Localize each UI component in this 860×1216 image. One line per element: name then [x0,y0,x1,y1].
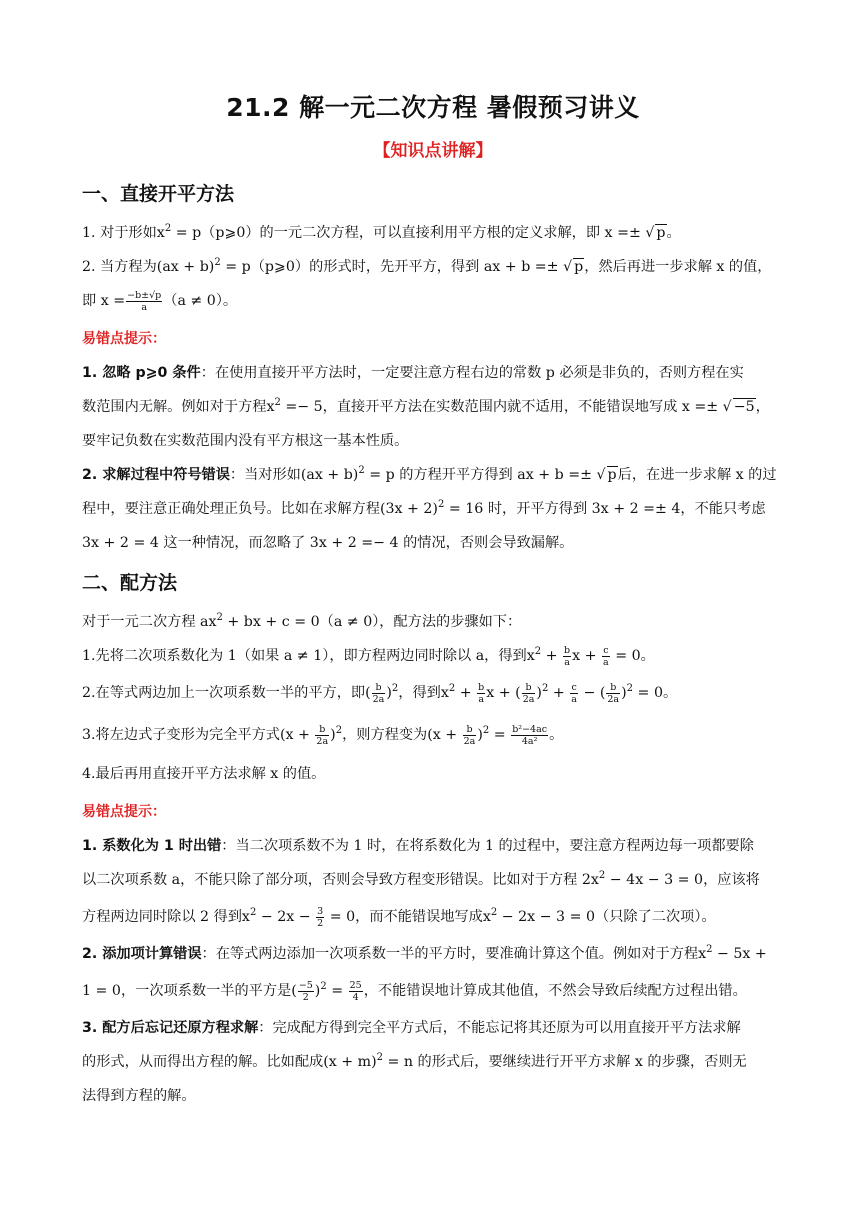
fraction: $\frac{-b\pm√p}{a}$ [127,289,162,313]
section-2-heading: 二、配方法 [82,572,178,594]
s2-error-1-line-2: 以二次项系数 a，不能只除了部分项，否则会导致方程变形错误。比如对于方程 $2x^2 - 4x - 3 = 0$，应该将 [82,870,760,888]
s1-paragraph-2: 2. 当方程为(ax + b)$^2$ = p（p⩾0）的形式时，先开平方，得到 ax + b =± √ p，然后再进一步求解 x 的值， [82,257,772,275]
s1-paragraph-3: 即 x = $\frac{-b\pm√p}{a}$ （a ≠ 0）。 [82,289,238,313]
s2-step-4: 4.最后再用直接开平方法求解 x 的值。 [82,766,326,782]
s1-error-1-line-3: 要牢记负数在实数范围内没有平方根这一基本性质。 [82,433,409,449]
s2-error-1-line-3: 方程两边同时除以 2 得到$x^2 - 2x$ − $\frac{3}{2}$ = 0，而不能错误地写成$x^2 - 2x - 3 = 0$（只除了二次项）。 [82,905,716,929]
s2-error-2: 2. 添加项计算错误：在等式两边添加一次项系数一半的平方时，要准确计算这个值。例如对于方程$x^2 - 5x$ + [82,944,767,962]
s2-error-3-line-2: 的形式，从而得出方程的解。比如配成$(x + m)^2 = n$ 的形式后，要继续进行开平方求解 x 的步骤，否则无 [82,1052,747,1070]
page-subtitle: 【知识点讲解】 [373,141,493,161]
s1-warning-heading: 易错点提示： [82,331,166,347]
s2-error-3: 3. 配方后忘记还原方程求解：完成配方得到完全平方式后，不能忘记将其还原为可以用直接开平方法求解 [82,1020,741,1036]
s2-step-2: 2.在等式两边加上一次项系数一半的平方，即( $\frac{b}{2a}$ )$^2$，得到$x^2$ + $\frac{b}{a}$ x + ( $\frac{b}{2a}$ )$^2$ + $\frac{c}{a}$ − ( $\frac{b}{2a}$ )$^2$ = 0。 [82,681,678,705]
s1-error-2-line-3: 3x + 2 = 4 这一种情况，而忽略了 3x + 2 =− 4 的情况，否则会导致漏解。 [82,535,574,551]
s2-step-1: 1.先将二次项系数化为 1（如果 a ≠ 1），即方程两边同时除以 a，得到$x^2$ + $\frac{b}{a}$ x + $\frac{c}{a}$ = 0。 [82,644,655,668]
s2-error-3-line-3: 法得到方程的解。 [82,1088,196,1104]
s2-error-1: 1. 系数化为 1 时出错：当二次项系数不为 1 时，在将系数化为 1 的过程中，要注意方程两边每一项都要除 [82,838,754,854]
section-1-heading: 一、直接开平方法 [82,183,235,205]
s2-step-3: 3.将左边式子变形为完全平方式(x + $\frac{b}{2a}$ )$^2$，则方程变为(x + $\frac{b}{2a}$ )$^2$ = $\frac{\text{b²−4ac}}{\text{4a²}}$ 。 [82,723,564,747]
s2-error-2-line-2: 1 = 0，一次项系数一半的平方是( $\frac{-5}{2}$ )$^2$ = $\frac{25}{4}$ ，不能错误地计算成其他值，不然会导致后续配方过程出错。 [82,979,747,1003]
s1-error-2-line-2: 程中，要注意正确处理正负号。比如在求解方程$(3x + 2)^2 = 16$ 时，开平方得到 3x + 2 =± 4，不能只考虑 [82,499,766,517]
s1-error-1: 1. 忽略 p⩾0 条件：在使用直接开平方法时，一定要注意方程右边的常数 p 必须是非负的，否则方程在实 [82,365,744,381]
s1-error-2: 2. 求解过程中符号错误：当对形如(ax + b)$^2$ = p 的方程开平方得到 ax + b =± √ p后，在进一步求解 x 的过 [82,465,777,483]
s2-intro: 对于一元二次方程 $ax^2$ + bx + c = 0（a ≠ 0），配方法的步骤如下： [82,612,522,630]
s1-error-1-line-2: 数范围内无解。例如对于方程$x^2 =- 5$，直接开平方法在实数范围内就不适用，不能错误地写成 x =± √ −5， [82,397,770,415]
s1-paragraph-1: 1. 对于形如$x^2$ = p（p⩾0）的一元二次方程，可以直接利用平方根的定义求解，即 x =± √ p。 [82,223,681,241]
page-title: 21.2 解一元二次方程 暑假预习讲义 [226,93,640,122]
s2-warning-heading: 易错点提示： [82,804,166,820]
